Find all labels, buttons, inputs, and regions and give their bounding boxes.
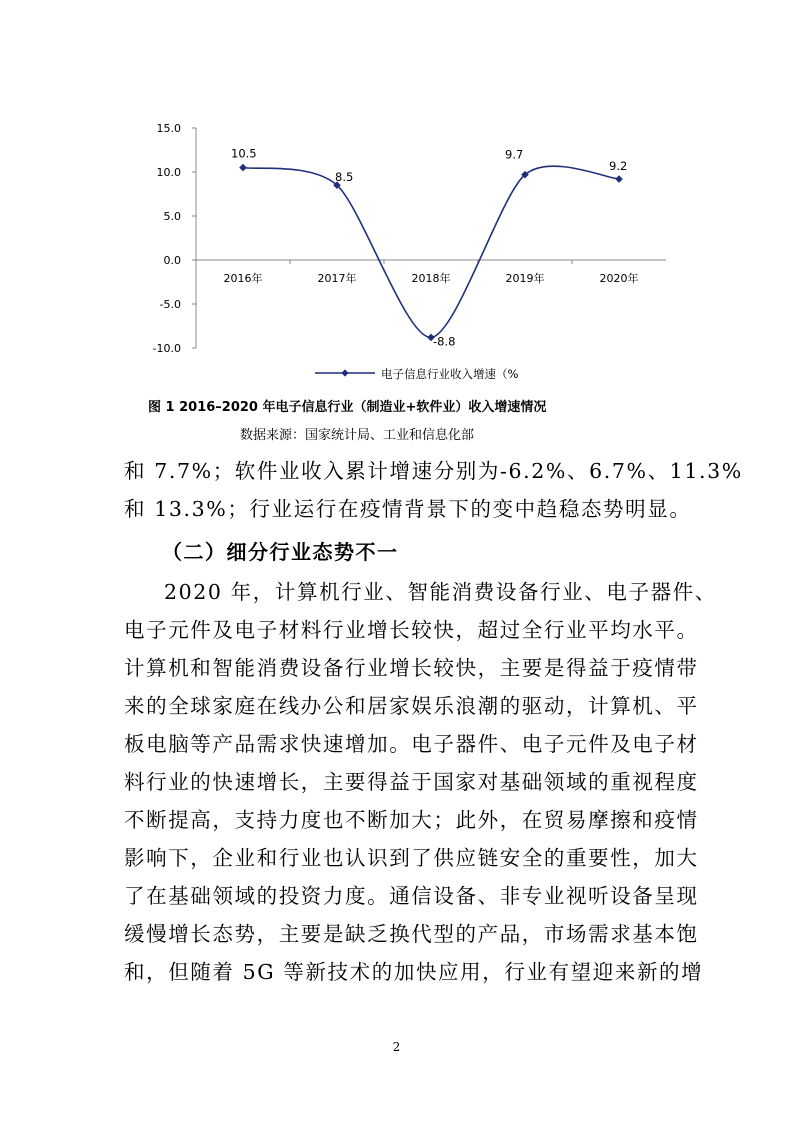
series-growth <box>239 164 623 341</box>
legend-label: 电子信息行业收入增速（% <box>381 367 519 381</box>
data-labels <box>231 147 627 349</box>
x-tick-label: 2020年 <box>599 272 639 285</box>
x-axis-ticks <box>224 260 639 285</box>
paragraph-2 <box>124 573 717 991</box>
paragraph-2-line: 不断提高，支持力度也不断加大；此外，在贸易摩擦和疫情 <box>124 808 699 832</box>
data-point <box>239 164 247 172</box>
page-number: 2 <box>392 1040 401 1054</box>
data-label: 10.5 <box>231 146 257 161</box>
paragraph-2-line: 来的全球家庭在线办公和居家娱乐浪潮的驱动，计算机、平 <box>124 694 699 718</box>
x-tick-label: 2017年 <box>317 272 357 285</box>
paragraph-1-line: 和 7.7%；软件业收入累计增速分别为-6.2%、6.7%、11.3% <box>124 459 743 483</box>
revenue-growth-chart <box>0 0 793 385</box>
data-label: 9.7 <box>505 147 524 162</box>
y-tick-label: -5.0 <box>159 298 181 311</box>
y-tick-label: 15.0 <box>156 122 181 135</box>
paragraph-1 <box>124 452 743 528</box>
paragraph-2-line: 2020 年，计算机行业、智能消费设备行业、电子器件、 <box>164 580 717 604</box>
legend <box>315 367 518 381</box>
legend-marker <box>341 369 348 376</box>
paragraph-2-line: 缓慢增长态势，主要是缺乏换代型的产品，市场需求基本饱 <box>124 922 699 946</box>
data-label: -8.8 <box>433 334 456 349</box>
section-heading: （二）细分行业态势不一 <box>162 540 399 564</box>
data-point <box>615 175 623 183</box>
y-axis-ticks <box>153 122 196 355</box>
paragraph-2-line: 计算机和智能消费设备行业增长较快，主要是得益于疫情带 <box>124 656 699 680</box>
figure-source: 数据来源：国家统计局、工业和信息化部 <box>240 428 475 443</box>
y-tick-label: -10.0 <box>152 342 181 355</box>
data-label: 9.2 <box>609 159 628 174</box>
x-tick-label: 2018年 <box>411 272 451 285</box>
paragraph-2-line: 料行业的快速增长，主要得益于国家对基础领域的重视程度 <box>124 770 699 794</box>
paragraph-2-line: 板电脑等产品需求快速增加。电子器件、电子元件及电子材 <box>124 732 699 756</box>
paragraph-2-line: 电子元件及电子材料行业增长较快，超过全行业平均水平。 <box>124 618 699 642</box>
x-tick-label: 2019年 <box>505 272 545 285</box>
y-tick-label: 10.0 <box>156 166 181 179</box>
chart-axes <box>196 128 666 348</box>
y-tick-label: 5.0 <box>163 210 181 223</box>
paragraph-2-line: 和，但随着 5G 等新技术的加快应用，行业有望迎来新的增 <box>124 960 704 984</box>
series-line <box>243 166 619 337</box>
data-label: 8.5 <box>335 170 354 185</box>
y-tick-label: 0.0 <box>163 254 181 267</box>
paragraph-1-line: 和 13.3%；行业运行在疫情背景下的变中趋稳态势明显。 <box>124 497 692 521</box>
x-tick-label: 2016年 <box>223 272 263 285</box>
paragraph-2-line: 了在基础领域的投资力度。通信设备、非专业视听设备呈现 <box>124 884 699 908</box>
figure-caption: 图 1 2016–2020 年电子信息行业（制造业+软件业）收入增速情况 <box>148 400 547 415</box>
paragraph-2-line: 影响下，企业和行业也认识到了供应链安全的重要性，加大 <box>124 846 699 870</box>
